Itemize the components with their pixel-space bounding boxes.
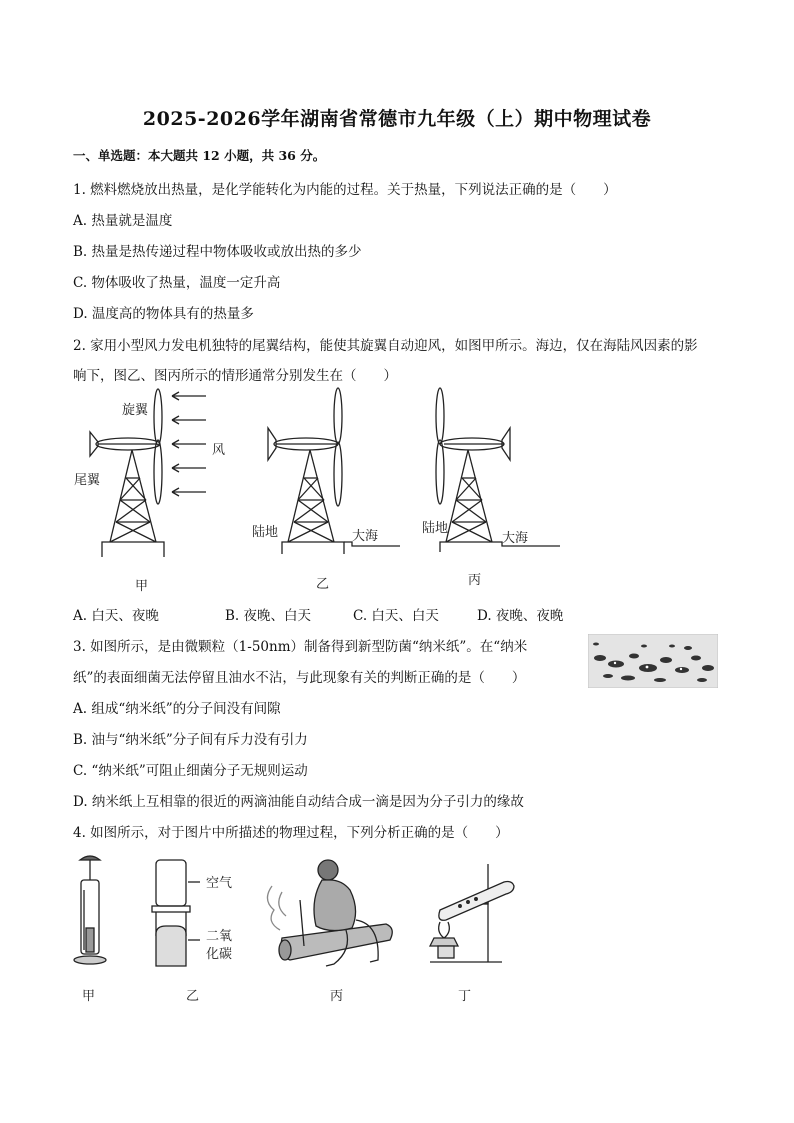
label-sea-bing: 大海	[502, 531, 529, 546]
q2-stem-line2: 响下，图乙、图丙所示的情形通常分别发生在（ ）	[73, 368, 397, 384]
q3-option-a: A. 组成“纳米纸”的分子间没有间隙	[73, 701, 281, 717]
q1-option-b: B. 热量是热传递过程中物体吸收或放出热的多少	[73, 244, 362, 260]
label-sea-yi: 大海	[352, 529, 379, 544]
q2-wind-turbine-figure	[60, 382, 580, 594]
q2-option-c: C. 白天、白天	[353, 608, 439, 624]
q2-option-d: D. 夜晚、夜晚	[477, 608, 564, 624]
q4-figure	[60, 850, 540, 1010]
q2-stem-line1: 2. 家用小型风力发电机独特的尾翼结构，能使其旋翼自动迎风，如图甲所示。海边，仅在海陆风因素的影	[73, 338, 698, 354]
label-rotor: 旋翼	[122, 403, 149, 418]
caption-yi: 乙	[316, 577, 330, 592]
q2-option-a: A. 白天、夜晚	[73, 608, 159, 624]
q1-stem: 1. 燃料燃烧放出热量，是化学能转化为内能的过程。关于热量，下列说法正确的是（ ）	[73, 182, 617, 198]
label-co2-line1: 二氧	[206, 929, 233, 944]
caption-jia: 甲	[135, 579, 149, 594]
nanopaper-droplets-photo	[588, 634, 718, 688]
q3-stem-line1: 3. 如图所示，是由微颗粒（1-50nm）制备得到新型防菌“纳米纸”。在“纳米	[73, 639, 528, 655]
q3-option-b: B. 油与“纳米纸”分子间有斥力没有引力	[73, 732, 308, 748]
exam-title: 2025-2026学年湖南省常德市九年级（上）期中物理试卷	[142, 108, 652, 130]
label-tail: 尾翼	[74, 473, 101, 488]
label-air: 空气	[206, 876, 233, 891]
q2-option-b: B. 夜晚、白天	[225, 608, 312, 624]
label-land-yi: 陆地	[252, 525, 279, 540]
caption-q4-bing: 丙	[330, 989, 344, 1004]
q3-option-c: C. “纳米纸”可阻止细菌分子无规则运动	[73, 763, 308, 779]
q4-stem: 4. 如图所示，对于图片中所描述的物理过程，下列分析正确的是（ ）	[73, 825, 509, 841]
caption-q4-yi: 乙	[186, 989, 200, 1004]
q3-stem-line2: 纸”的表面细菌无法停留且油水不沾，与此现象有关的判断正确的是（ ）	[73, 670, 526, 686]
caption-q4-ding: 丁	[458, 989, 472, 1004]
q1-option-c: C. 物体吸收了热量，温度一定升高	[73, 275, 281, 291]
q1-option-a: A. 热量就是温度	[73, 213, 173, 229]
q3-option-d: D. 纳米纸上互相靠的很近的两滴油能自动结合成一滴是因为分子引力的缘故	[73, 794, 524, 810]
caption-bing: 丙	[468, 573, 482, 588]
label-co2-line2: 化碳	[206, 947, 233, 962]
section-heading: 一、单选题：本大题共 12 小题，共 36 分。	[73, 148, 326, 163]
label-land-bing: 陆地	[422, 521, 449, 536]
q1-option-d: D. 温度高的物体具有的热量多	[73, 306, 254, 322]
caption-q4-jia: 甲	[82, 989, 96, 1004]
label-wind: 风	[212, 443, 226, 458]
